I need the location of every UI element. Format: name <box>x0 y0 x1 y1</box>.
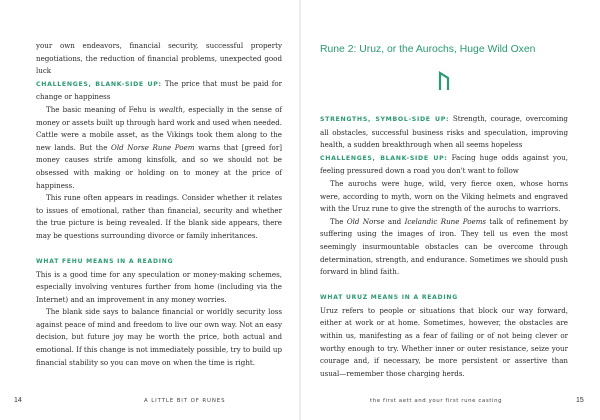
paragraph: your own endeavors, financial security, successful property negotiations, the reduction of financial problems, unexpected good luck <box>36 41 282 76</box>
paragraph <box>320 216 568 279</box>
emphasis: wealth <box>158 104 183 114</box>
emphasis: Old Norse <box>346 216 385 226</box>
paragraph: This rune often appears in readings. Consider whether it relates to issues of emotional, rather than financial, security and whether the true picture is being revealed. If the blank side appears, there may be questions surrounding divorce or family inheritances. <box>36 193 282 240</box>
paragraph: Uruz refers to people or situations that block our way forward, either at work or at home. Sometimes, however, the obstacles are within us, manifesting as a fear of failing or of not being clever or worthy enough to try. Whether inner or outer resistance, seize your courage and, if necessary, be more persistent or assertive than usual—remember those charging herds. <box>320 305 568 378</box>
section-heading: WHAT FEHU MEANS IN A READING <box>36 257 174 265</box>
strengths-text: Strength, courage, overcoming all obstacles, successful business risks and speculation, improving health, a sudden breakthrough when all seems hopeless <box>320 114 568 150</box>
section-heading: WHAT URUZ MEANS IN A READING <box>320 293 458 301</box>
challenges-text: Facing huge odds against you, feeling pressured down a road you don't want to follow <box>320 152 568 176</box>
paragraph: The aurochs were huge, wild, very fierce oxen, whose horns were, according to myth, worn on the Viking helmets and engraved with the Uruz rune to give the strength of the aurochs to warriors. <box>320 178 568 214</box>
challenges-line <box>320 152 568 178</box>
rune-title: Rune 2: Uruz, or the Aurochs, Huge Wild Oxen <box>320 44 536 55</box>
paragraph: This is a good time for any speculation or money-making schemes, especially involving ventures further from home (including via the Internet) and an improvement in any money worries. <box>36 269 282 304</box>
text-span: talk of refinement by suffering using the images of iron. They tell us even the most seemingly insurmountable obstacles can be overcome through determination, strength, and endurance. Sometimes we should push forward in blind faith. <box>320 216 568 277</box>
text-span: and <box>384 216 405 226</box>
text-span: The basic meaning of Fehu is <box>46 104 159 114</box>
challenges-label: CHALLENGES, BLANK-SIDE UP: <box>320 154 448 162</box>
emphasis: Icelandic Rune Poems <box>404 216 487 226</box>
running-head-right: the first aett and your first rune casting <box>370 398 503 404</box>
strengths-label: STRENGTHS, SYMBOL-SIDE UP: <box>320 116 450 123</box>
page-number-right: 15 <box>576 397 584 404</box>
challenges-label: CHALLENGES, BLANK-SIDE UP: <box>36 80 162 88</box>
paragraph <box>36 104 282 192</box>
text-span: The <box>330 216 347 226</box>
strengths-line <box>320 113 568 152</box>
uruz-rune-icon <box>320 71 568 93</box>
paragraph: The blank side says to balance financial or worldly security loss against peace of mind and freedom to live our own way. Not an easy decision, but future joy may be worth the price, both actual and emotional. If this change is not immediately possible, try to build up financial stability so you can move on when the time is right. <box>36 307 282 367</box>
emphasis: Old Norse Rune Poem <box>111 142 195 152</box>
challenges-line <box>36 78 282 104</box>
uruz-rune-icon <box>438 71 450 91</box>
page-number-left: 14 <box>14 397 22 404</box>
text-span: warns that [greed for] money causes strife among kinsfolk, and so we should not be obsessed with making or holding on to money at the price of happiness. <box>36 142 282 190</box>
text-span: , especially in the sense of money or assets built up through hard work and used when needed. Cattle were a mobile asset, as the Vikings took them along to the new lands. But the <box>36 104 282 152</box>
running-head-left: A LITTLE BIT OF RUNES <box>144 398 226 404</box>
right-page <box>300 0 600 420</box>
challenges-text: The price that must be paid for change or happiness <box>36 78 283 102</box>
